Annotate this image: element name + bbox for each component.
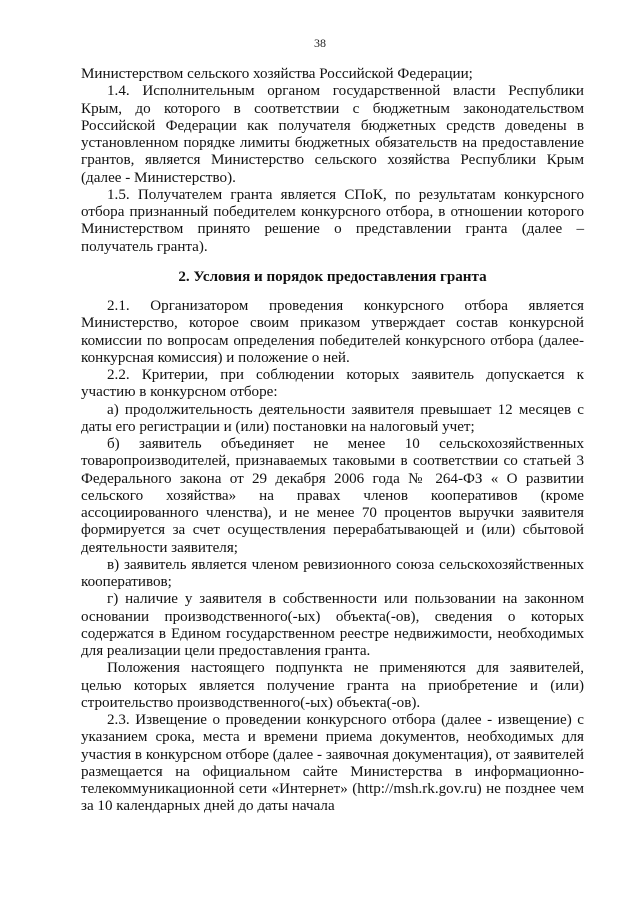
- paragraph-2-2-b: б) заявитель объединяет не менее 10 сельскохозяйственных товаропроизводителей, признаваемых таковыми в соответствии со статьей 3 Федерального закона от 29 декабря 2006 года № 264-ФЗ « О развитии сельского хозяйства» на правах членов кооперативов (кроме ассоциированного членства), и не менее 70 процентов выручки заявителя формируется за счет осуществления перерабатывающей и (или) сбытовой деятельности заявителя;: [81, 436, 584, 556]
- paragraph-2-2-g: г) наличие у заявителя в собственности или пользовании на законном основании производственного(-ых) объекта(-ов), сведения о которых содержатся в Едином государственном реестре недвижимости, необходимых для реализации цели предоставления гранта.: [81, 591, 584, 659]
- paragraph-2-2-a: а) продолжительность деятельности заявителя превышает 12 месяцев с даты его регистрации и (или) постановки на налоговый учет;: [81, 401, 584, 435]
- section-heading: 2. Условия и порядок предоставления гранта: [178, 268, 487, 285]
- paragraph-1-4: 1.4. Исполнительным органом государственной власти Республики Крым, до которого в соответствии с бюджетным законодательством Российской Федерации как получателя бюджетных средств доведены в установленном порядке лимиты бюджетных обязательств на предоставление грантов, является Министерство сельского хозяйства Республики Крым (далее - Министерство).: [81, 83, 584, 186]
- paragraph-2-2-v: в) заявитель является членом ревизионного союза сельскохозяйственных кооперативов;: [81, 556, 584, 590]
- paragraph-continuation: Министерством сельского хозяйства Российской Федерации;: [81, 66, 473, 82]
- paragraph-2-1: 2.1. Организатором проведения конкурсного отбора является Министерство, которое своим приказом утверждает состав конкурсной комиссии по вопросам определения победителей конкурсного отбора (далее- конкурсная комиссия) и положение о ней.: [81, 298, 584, 366]
- document-body: [81, 66, 584, 816]
- paragraph-2-2-note: Положения настоящего подпункта не применяются для заявителей, целью которых является получение гранта на приобретение и (или) строительство производственного(-ых) объекта(-ов).: [81, 660, 584, 711]
- paragraph-2-3: 2.3. Извещение о проведении конкурсного отбора (далее - извещение) с указанием срока, места и времени приема документов, необходимых для участия в конкурсном отборе (далее - заявочная документация), от заявителей размещается на официальном сайте Министерства в информационно-телекоммуникационной сети «Интернет» (http://msh.rk.gov.ru) не позднее чем за 10 календарных дней до даты начала: [81, 712, 584, 815]
- paragraph-1-5: 1.5. Получателем гранта является СПоК, по результатам конкурсного отбора признанный победителем конкурсного отбора, в отношении которого Министерством принято решение о представлении гранта (далее – получатель гранта).: [81, 186, 584, 255]
- page-number: 38: [314, 36, 326, 50]
- paragraph-2-2: 2.2. Критерии, при соблюдении которых заявитель допускается к участию в конкурсном отборе:: [81, 367, 584, 401]
